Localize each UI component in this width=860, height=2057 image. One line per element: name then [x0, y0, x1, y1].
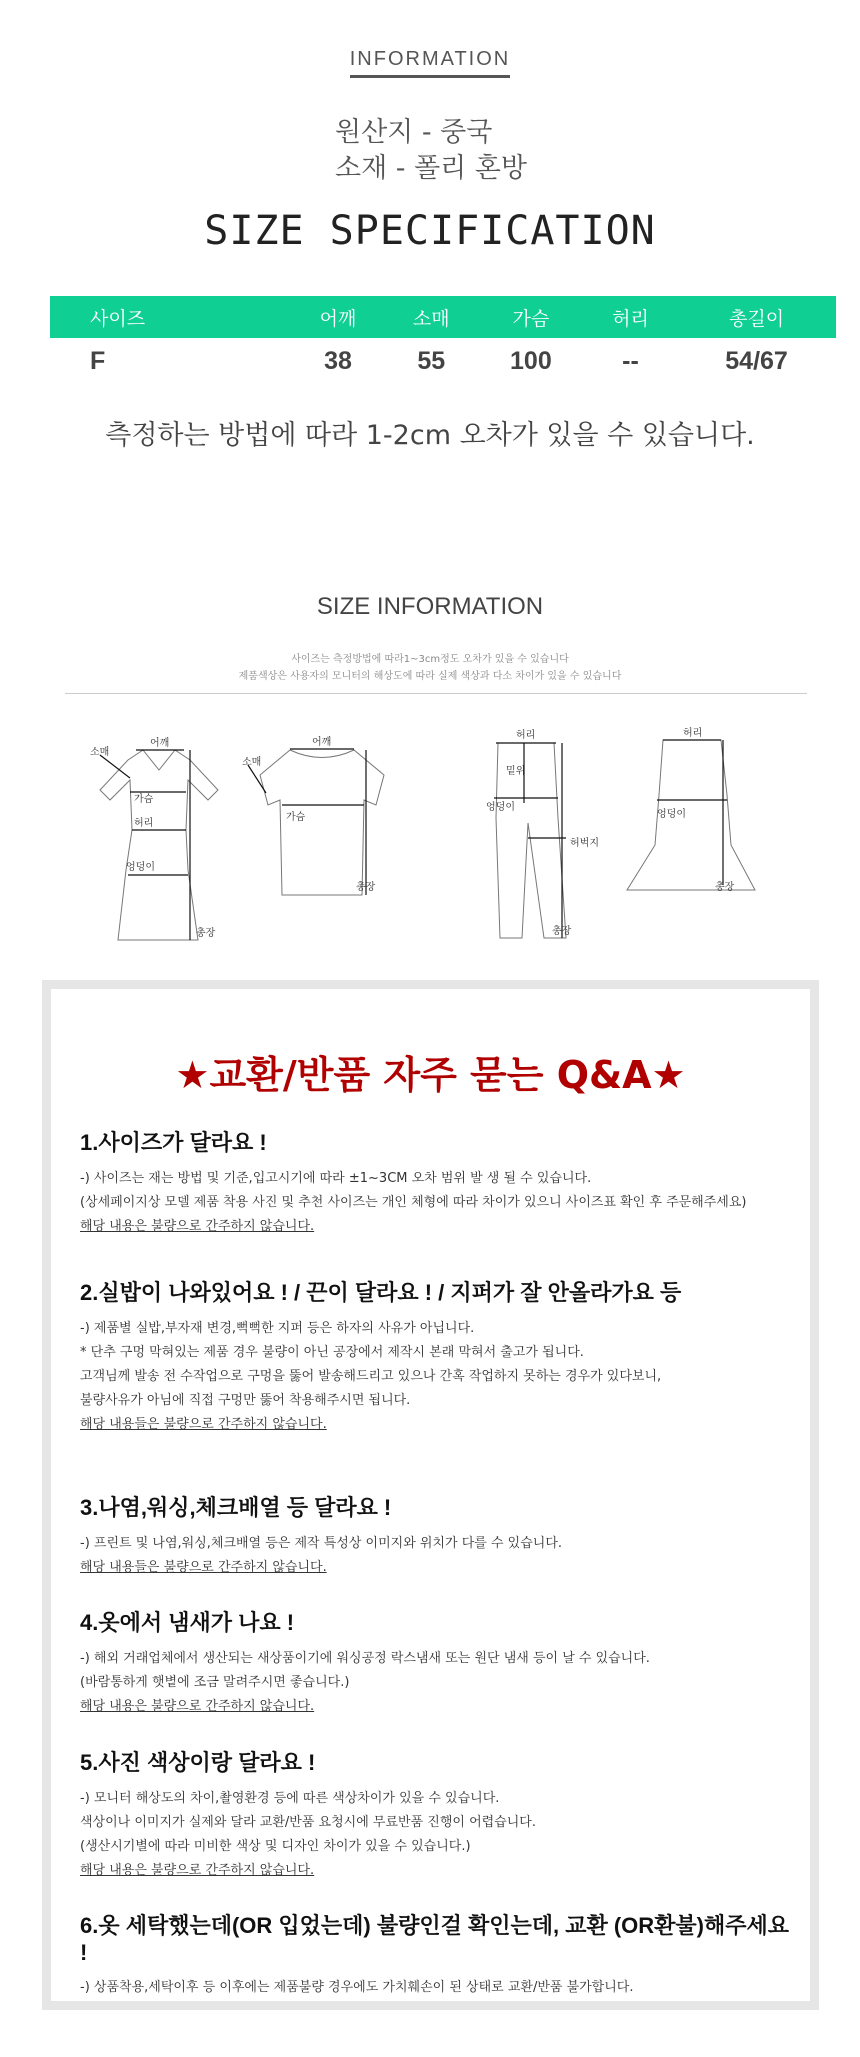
header-length: 총길이: [677, 296, 836, 338]
qa-item-print: [80, 1491, 800, 1580]
size-information-subtext: 사이즈는 측정방법에 따라1~3cm정도 오차가 있을 수 있습니다: [291, 654, 569, 665]
qa-item-thread: [80, 1276, 800, 1437]
qa-answer-line: * 단추 구멍 막혀있는 제품 경우 불량이 아닌 공장에서 제작시 본래 막혀서 출고가 됩니다.: [80, 1345, 584, 1360]
header-size: 사이즈: [50, 296, 291, 338]
label-hip: 엉덩이: [657, 809, 686, 820]
qa-question: 6.옷 세탁했는데(OR 입었는데) 불량인걸 확인는데, 교환 (OR환불)해주세요 !: [80, 1913, 789, 1965]
qa-answer-line: -) 제품별 실밥,부자재 변경,뻑뻑한 지퍼 등은 하자의 사유가 아닙니다.: [80, 1321, 475, 1336]
qa-question: 1.사이즈가 달라요 !: [80, 1130, 267, 1155]
qa-answer-line: 색상이나 이미지가 실제와 달라 교환/반품 요청시에 무료반품 진행이 어렵습니다.: [80, 1815, 536, 1830]
qa-question: 4.옷에서 냄새가 나요 !: [80, 1610, 295, 1635]
label-waist: 허리: [134, 818, 154, 829]
label-length: 총장: [356, 882, 376, 893]
qa-answer-line: -) 프린트 및 나염,워싱,체크배열 등은 제작 특성상 이미지와 위치가 다를 수 있습니다.: [80, 1536, 563, 1551]
skirt-diagram: [623, 725, 763, 905]
cell-sleeve: 55: [417, 346, 446, 375]
label-sleeve: 소매: [90, 747, 110, 758]
cell-size: F: [90, 346, 106, 375]
label-rise: 밑위: [506, 766, 526, 777]
label-hip: 엉덩이: [486, 802, 515, 813]
material-text: 소재 - 폴리 혼방: [335, 153, 527, 184]
measurement-note: 측정하는 방법에 따라 1-2cm 오차가 있을 수 있습니다.: [105, 420, 755, 451]
qa-item-size: [80, 1126, 800, 1239]
qa-question: 2.실밥이 나와있어요 ! / 끈이 달라요 ! / 지퍼가 잘 안올라가요 등: [80, 1280, 682, 1305]
qa-footer: 해당 내용은 불량으로 간주하지 않습니다.: [80, 1699, 315, 1714]
divider: [65, 693, 807, 694]
label-length: 총장: [715, 882, 735, 893]
label-waist: 허리: [683, 728, 703, 739]
label-thigh: 허벅지: [570, 838, 599, 849]
label-chest: 가슴: [286, 812, 306, 823]
label-waist: 허리: [516, 730, 536, 741]
origin-text: 원산지 - 중국: [335, 117, 493, 148]
qa-answer-line: (생산시기별에 따라 미비한 색상 및 디자인 차이가 있을 수 있습니다.): [80, 1839, 471, 1854]
header-waist: 허리: [584, 296, 677, 338]
qa-box: [42, 980, 819, 2010]
header-chest: 가슴: [478, 296, 584, 338]
qa-item-washed: [80, 1909, 800, 2000]
qa-answer-line: (바람통하게 햇볕에 조금 말려주시면 좋습니다.): [80, 1675, 350, 1690]
top-diagram: [240, 735, 400, 910]
qa-answer-line: -) 상품착용,세탁이후 등 이후에는 제품불량 경우에도 가치훼손이 된 상태로 교환/반품 불가합니다.: [80, 1980, 634, 1995]
information-title: INFORMATION: [350, 48, 511, 78]
qa-question: 5.사진 색상이랑 달라요 !: [80, 1750, 316, 1775]
size-information-title: SIZE INFORMATION: [316, 593, 544, 620]
pants-diagram: [478, 728, 618, 953]
qa-question: 3.나염,워싱,체크배열 등 달라요 !: [80, 1495, 392, 1520]
cell-shoulder: 38: [324, 346, 352, 375]
cell-waist: --: [622, 346, 639, 375]
qa-answer-line: 불량사유가 아님에 직접 구멍만 뚫어 착용해주시면 됩니다.: [80, 1393, 411, 1408]
label-shoulder: 어깨: [150, 738, 170, 749]
label-length: 총장: [552, 926, 572, 937]
table-row: [50, 338, 836, 384]
size-information-subtext-color: 제품색상은 사용자의 모니터의 해상도에 따라 실제 색상과 다소 차이가 있을 수 있습니다: [238, 671, 622, 682]
size-table: [50, 296, 836, 384]
qa-footer: 해당 내용들은 불량으로 간주하지 않습니다.: [80, 1417, 327, 1432]
information-heading: [0, 48, 860, 78]
label-shoulder: 어깨: [312, 737, 332, 748]
qa-answer-line: -) 사이즈는 재는 방법 및 기준,입고시기에 따라 ±1~3CM 오차 범위 발 생 될 수 있습니다.: [80, 1171, 592, 1186]
cell-chest: 100: [510, 346, 552, 375]
product-info: [335, 115, 527, 187]
qa-item-color: [80, 1746, 800, 1883]
label-length: 총장: [196, 928, 216, 939]
size-specification-title: SIZE SPECIFICATION: [204, 208, 656, 254]
dress-diagram: [88, 730, 248, 945]
header-sleeve: 소매: [385, 296, 478, 338]
qa-footer: 해당 내용은 불량으로 간주하지 않습니다.: [80, 1219, 315, 1234]
qa-footer: 해당 내용들은 불량으로 간주하지 않습니다.: [80, 1560, 327, 1575]
size-table-header-row: [50, 296, 836, 338]
header-shoulder: 어깨: [291, 296, 384, 338]
cell-length: 54/67: [725, 346, 788, 375]
qa-answer-line: -) 해외 거래업체에서 생산되는 새상품이기에 워싱공정 락스냄새 또는 원단 냄새 등이 날 수 있습니다.: [80, 1651, 650, 1666]
qa-answer-line: -) 모니터 해상도의 차이,촬영환경 등에 따른 색상차이가 있을 수 있습니다.: [80, 1791, 500, 1806]
label-chest: 가슴: [134, 794, 154, 805]
qa-answer-line: (상세페이지상 모델 제품 착용 사진 및 추천 사이즈는 개인 체형에 따라 차이가 있으니 사이즈표 확인 후 주문해주세요): [80, 1195, 747, 1210]
label-hip: 엉덩이: [126, 862, 155, 873]
qa-title: ★교환/반품 자주 묻는 Q&A★: [175, 1053, 686, 1097]
qa-answer-line: 고객님께 발송 전 수작업으로 구멍을 뚫어 발송해드리고 있으나 간혹 작업하지 못하는 경우가 있다보니,: [80, 1369, 662, 1384]
label-sleeve: 소매: [242, 757, 262, 768]
qa-item-smell: [80, 1606, 800, 1719]
qa-footer: 해당 내용은 불량으로 간주하지 않습니다.: [80, 1863, 315, 1878]
